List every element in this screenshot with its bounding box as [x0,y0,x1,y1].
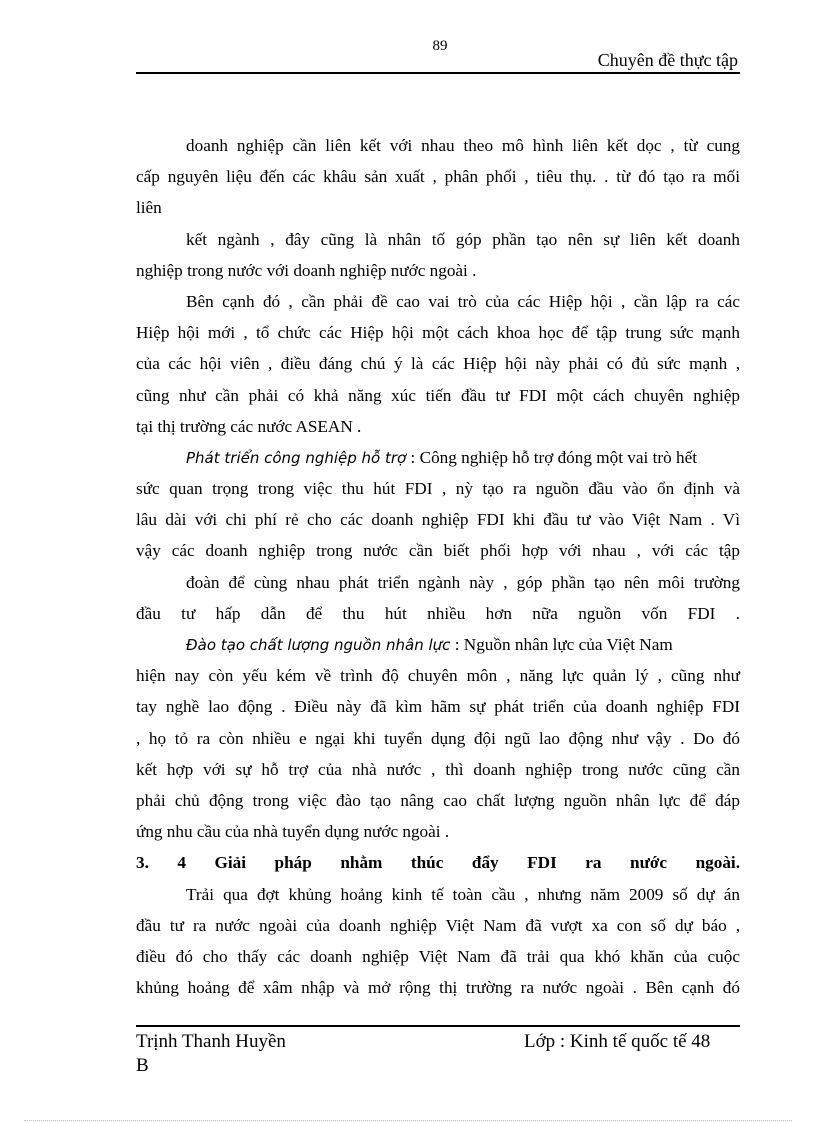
text-line [136,442,740,473]
heading-word: thúc [410,853,444,873]
body-text [136,130,740,1003]
text-line: tại thị trường các nước ASEAN . [136,416,362,436]
page-bottom-border [24,1120,792,1121]
footer-author-continuation: B [136,1055,149,1076]
text-line: Bên cạnh đó , cần phải đề cao vai trò của các Hiệp hội , cần lập ra các [186,291,740,311]
text-line: hiện nay còn yếu kém về trình độ chuyên môn , năng lực quản lý , cũng như [136,666,740,686]
footer-author: Trịnh Thanh Huyền [136,1031,286,1052]
italic-subheading: Phát triển công nghiệp hỗ trợ [186,448,407,467]
text-line: đầu tư hấp dẫn để thu hút nhiều hơn nữa nguồn vốn FDI . [136,603,740,623]
footer-class: Lớp : Kinh tế quốc tế 48 [524,1031,711,1052]
text-line: vậy các doanh nghiệp trong nước cần biết phối hợp với nhau , với các tập [136,541,740,561]
text-line: Trải qua đợt khủng hoảng kinh tế toàn cầu , nhưng năm 2009 số dự án [186,884,740,904]
heading-word: ra [585,853,602,873]
text-line: tay nghề lao động . Điều này đã kìm hãm sự phát triển của doanh nghiệp FDI [136,697,740,717]
text-line: lâu dài với chi phí rẻ cho các doanh nghiệp FDI khi đầu tư vào Việt Nam . Vì [136,510,740,530]
heading-word: 3. [136,853,149,873]
heading-word: FDI [527,853,557,873]
text-line: cấp nguyên liệu đến các khâu sản xuất , phân phối , tiêu thụ. . từ đó tạo ra mối [136,167,740,187]
heading-word: nước [630,853,668,873]
heading-word: Giải [214,853,247,873]
italic-subheading: Đào tạo chất lượng nguồn nhân lực [186,636,451,654]
footer-rule [136,1025,740,1027]
text-line: đầu tư ra nước ngoài của doanh nghiệp Việt Nam đã vượt xa con số dự báo , [136,915,740,935]
text-line: khủng hoảng để xâm nhập và mở rộng thị trường ra nước ngoài . Bên cạnh đó [136,978,740,998]
text-line: phải chủ động trong việc đào tạo nâng cao chất lượng nguồn nhân lực để đáp [136,790,740,810]
text-line: của các hội viên , điều đáng chú ý là các Hiệp hội này phải có đủ sức mạnh , [136,354,740,374]
heading-word: pháp [274,853,312,873]
heading-word: đẩy [471,853,499,873]
header-title: Chuyên đề thực tập [597,50,738,70]
text-span: : Công nghiệp hỗ trợ đóng một vai trò hết [406,447,697,467]
text-line: liên [136,198,162,218]
text-line: điều đó cho thấy các doanh nghiệp Việt Nam đã trải qua khó khăn của cuộc [136,946,740,966]
page-number: 89 [432,38,448,54]
text-line: kết ngành , đây cũng là nhân tố góp phần tạo nên sự liên kết doanh [186,229,740,249]
text-line: nghiệp trong nước với doanh nghiệp nước ngoài . [136,260,477,280]
header-rule [136,72,740,74]
text-line: kết hợp với sự hỗ trợ của nhà nước , thì doanh nghiệp trong nước cũng cần [136,759,740,779]
text-line: sức quan trọng trong việc thu hút FDI , nỳ tạo ra nguồn đầu vào ổn định và [136,479,740,499]
text-line: đoàn để cùng nhau phát triển ngành này , góp phần tạo nên môi trường [186,572,740,592]
heading-word: nhằm [340,853,383,873]
text-line [136,629,740,660]
text-span: : Nguồn nhân lực của Việt Nam [450,635,673,654]
text-line: , họ tỏ ra còn nhiều e ngại khi tuyển dụng đội ngũ lao động như vậy . Do đó [136,728,740,748]
text-line: doanh nghiệp cần liên kết với nhau theo mô hình liên kết dọc , từ cung [186,136,740,155]
heading-word: 4 [177,853,186,873]
text-line: ứng nhu cầu của nhà tuyển dụng nước ngoài . [136,822,450,842]
heading-word: ngoài. [695,853,740,873]
text-line: Hiệp hội mới , tổ chức các Hiệp hội một cách khoa học để tập trung sức mạnh [136,323,740,343]
section-heading [136,847,740,878]
text-line: cũng như cần phải có khả năng xúc tiến đầu tư FDI một cách chuyên nghiệp [136,385,740,405]
